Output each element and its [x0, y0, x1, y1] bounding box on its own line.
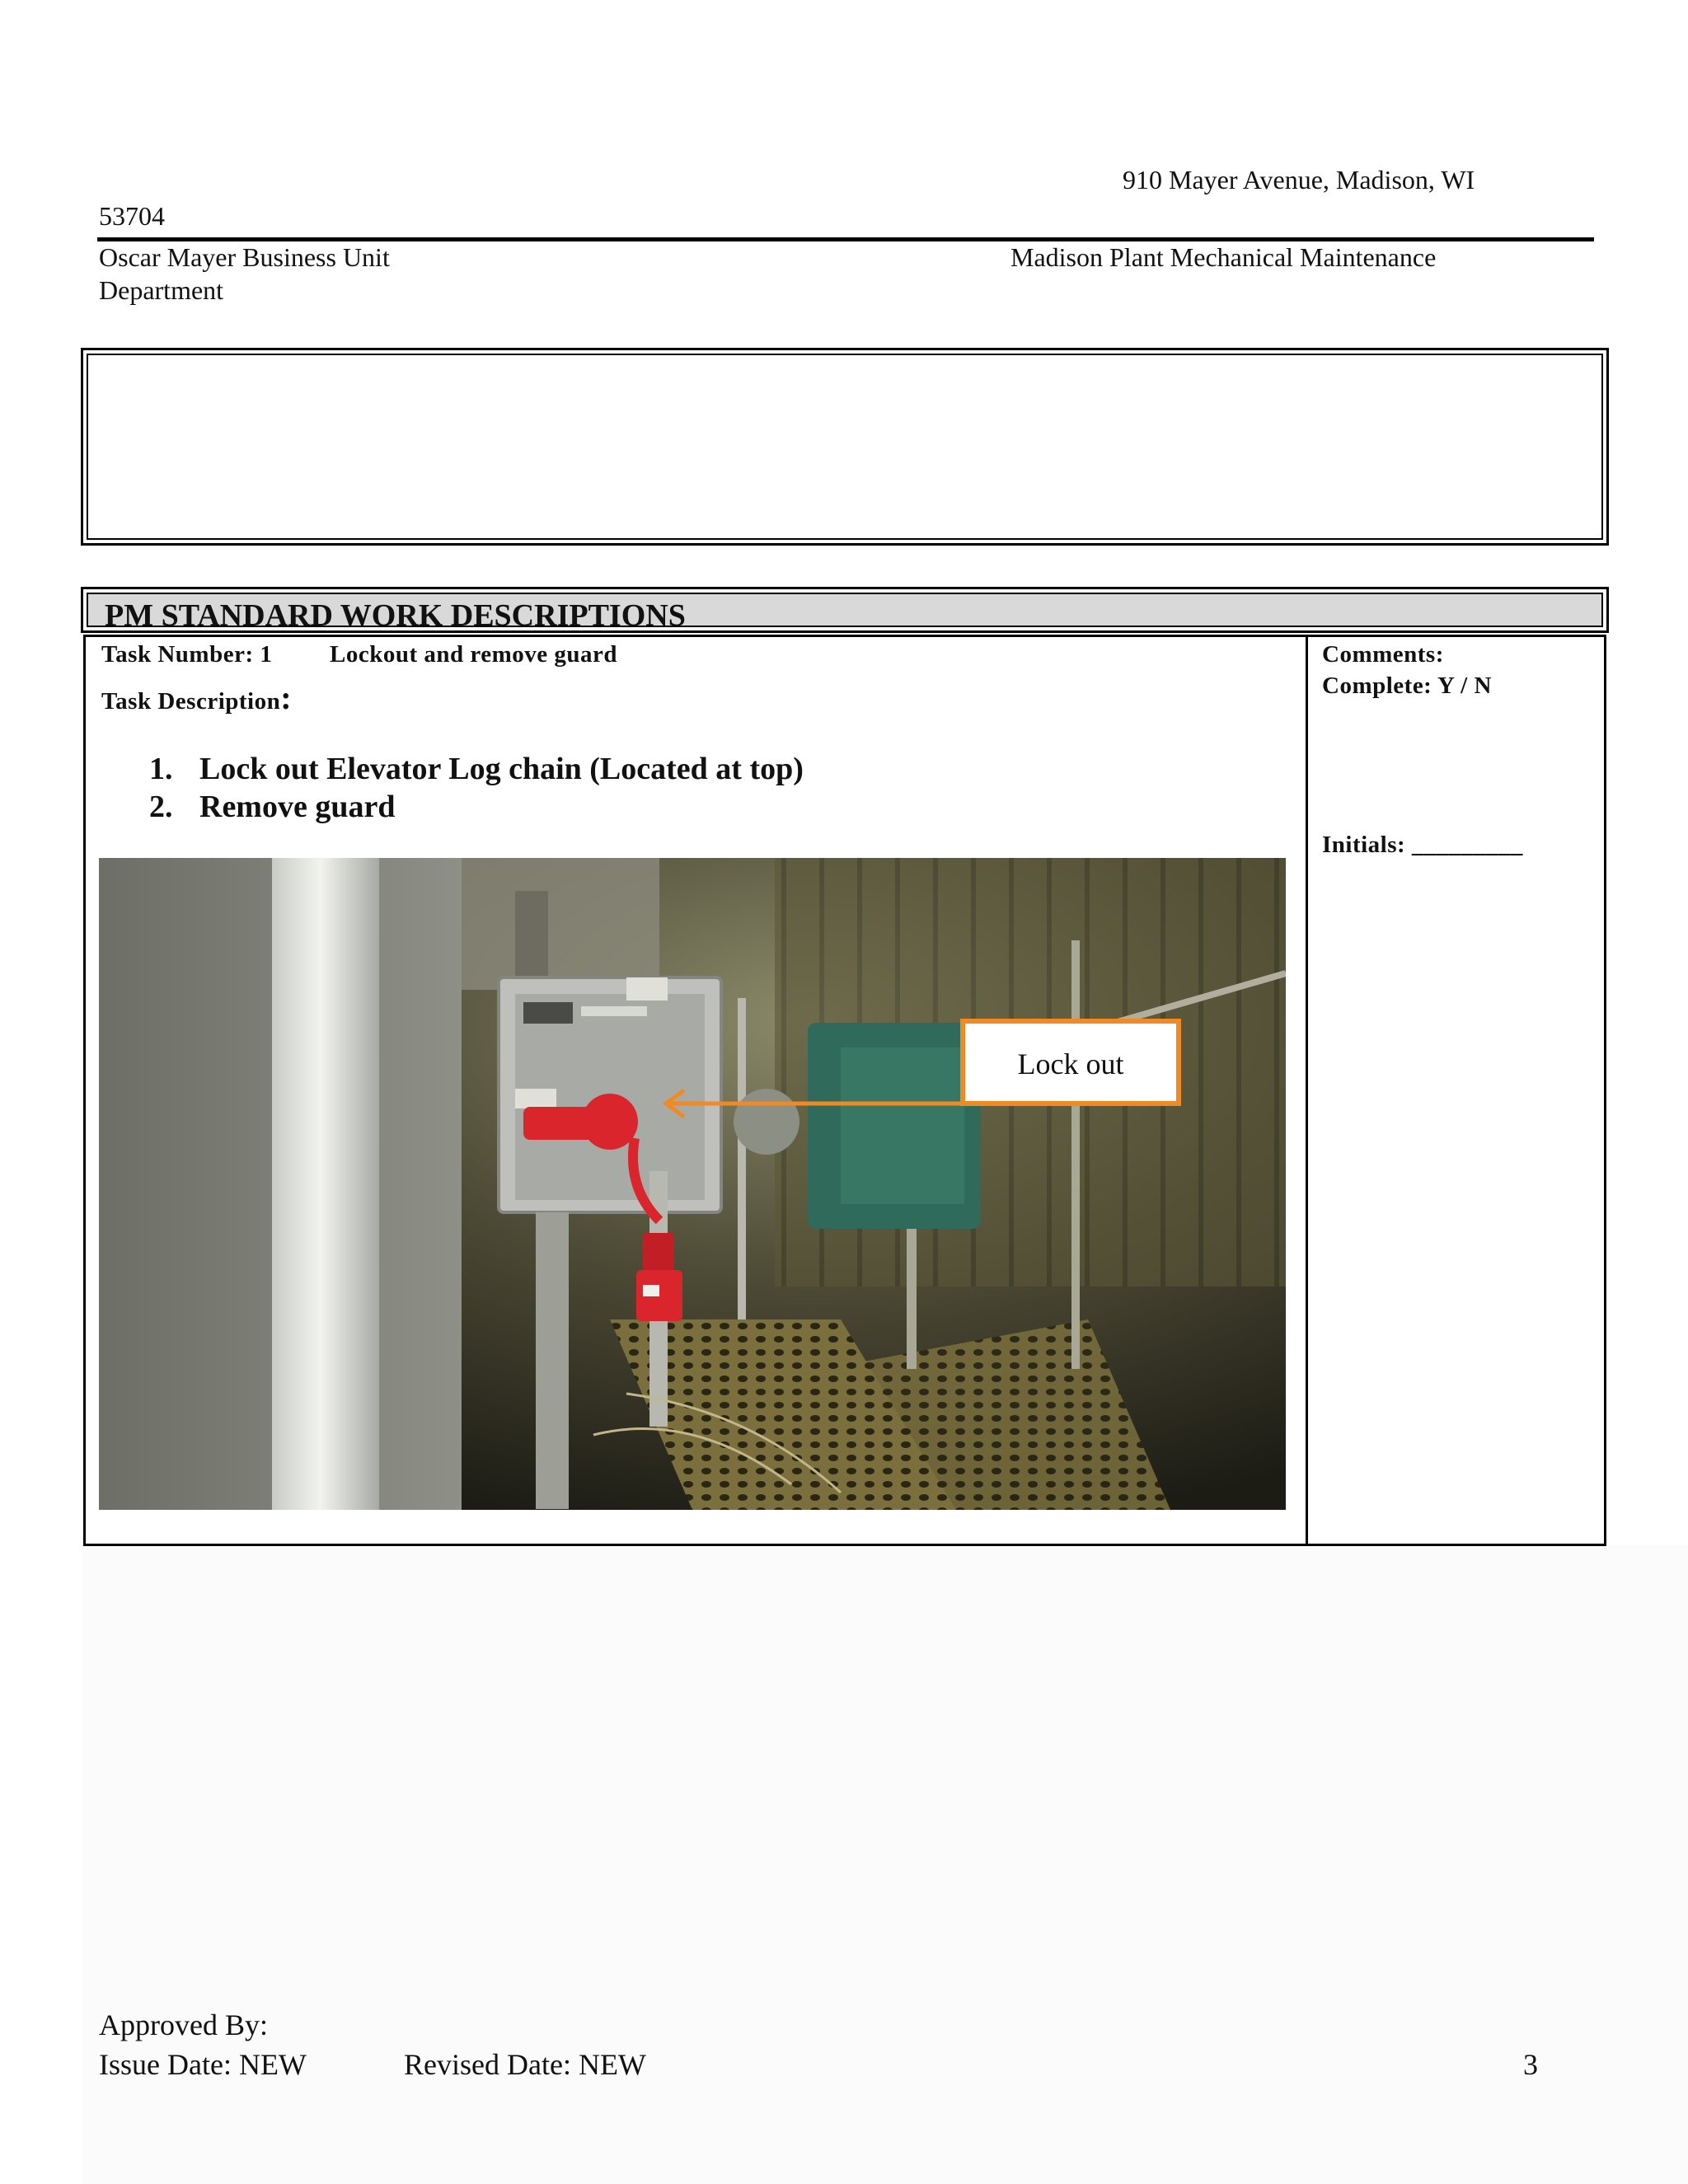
- column-divider: [1306, 637, 1308, 1544]
- task-name: Lockout and remove guard: [330, 641, 618, 668]
- switch-label-plate: [523, 1002, 573, 1024]
- page-background-lower: [82, 1545, 1688, 2184]
- department: Department: [99, 275, 224, 305]
- shaft-coupling: [734, 1089, 799, 1155]
- initials-label: Initials: _________: [1322, 832, 1523, 858]
- comments-label: Comments:: [1322, 641, 1444, 668]
- valve-body: [515, 891, 548, 990]
- zip-code: 53704: [99, 201, 165, 231]
- blank-info-box: [81, 348, 1609, 546]
- section-header: [81, 587, 1609, 633]
- upper-machinery: [462, 858, 659, 990]
- issue-date: Issue Date: NEW: [99, 2048, 307, 2081]
- off-label: [515, 1089, 556, 1108]
- address-line: 910 Mayer Avenue, Madison, WI: [1123, 165, 1475, 194]
- approved-by: Approved By:: [99, 2008, 268, 2041]
- equipment-photo: [99, 858, 1286, 1510]
- support-leg: [536, 1212, 569, 1509]
- task-number: Task Number: 1: [101, 641, 273, 668]
- business-unit: Oscar Mayer Business Unit: [99, 242, 390, 272]
- step-2: 2. Remove guard: [149, 790, 396, 824]
- white-pipe: [272, 858, 379, 1510]
- plant-name: Madison Plant Mechanical Maintenance: [1010, 242, 1437, 272]
- handrail-post-2: [1071, 940, 1080, 1369]
- padlock-1: [643, 1233, 674, 1271]
- on-label: [626, 977, 668, 1001]
- section-title: PM STANDARD WORK DESCRIPTIONS: [105, 598, 686, 633]
- task-description-label: Task Description:: [101, 679, 293, 716]
- revised-date: Revised Date: NEW: [404, 2048, 646, 2081]
- step-1: 1. Lock out Elevator Log chain (Located at top): [149, 752, 804, 786]
- padlock-tag: [643, 1285, 659, 1296]
- gear-motor-housing: [841, 1047, 964, 1204]
- callout-label: Lock out: [1017, 1047, 1124, 1080]
- complete-label: Complete: Y / N: [1322, 673, 1492, 699]
- switch-label-text: [581, 1006, 647, 1016]
- page-number: 3: [1523, 2048, 1538, 2081]
- header-rule: [97, 237, 1594, 241]
